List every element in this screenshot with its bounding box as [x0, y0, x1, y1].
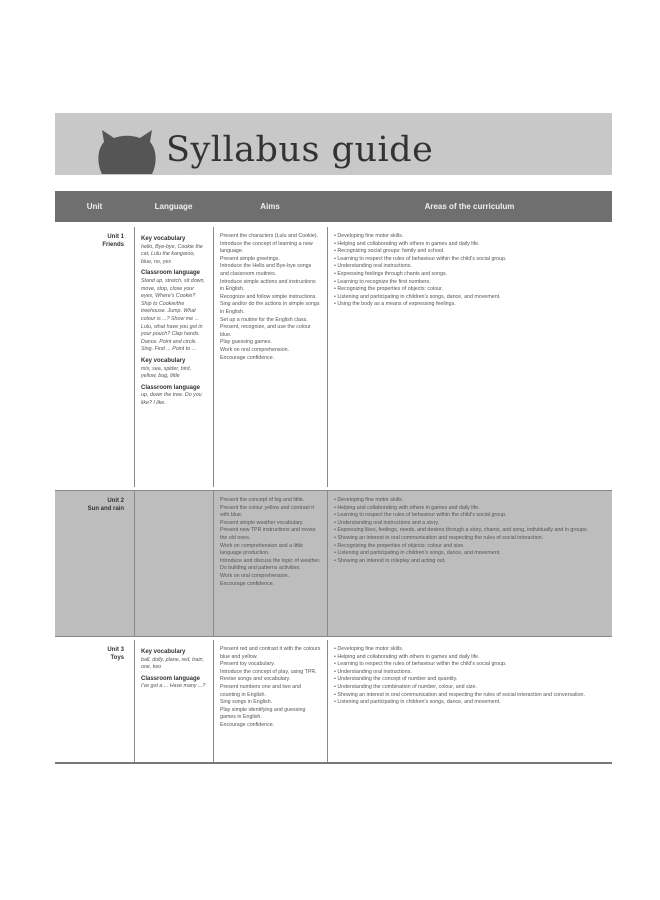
aim-item: Sing and/or do the actions in simple songs in English.: [220, 301, 320, 315]
aim-item: Work on comprehension and a little language production.: [220, 542, 303, 557]
area-item: • Understanding the combination of number, colour, and size.: [334, 684, 606, 692]
language-text: I've got a ... Have many ...?: [141, 683, 206, 690]
area-item: • Showing an interest in roleplay and acting out.: [334, 558, 606, 566]
language-cell: [134, 640, 213, 762]
area-item: • Recognizing the properties of objects: colour.: [334, 286, 606, 294]
language-cell: [134, 227, 213, 487]
aim-item: Encourage confidence.: [220, 354, 275, 361]
language-text: hello, Bye-bye, Cookie the cat, Lulu the kangaroo, blue, no, yes: [141, 243, 203, 265]
area-item: • Recognizing social groups: family and school.: [334, 248, 606, 256]
aim-item: Present simple greetings.: [220, 255, 280, 262]
unit-number: Unit 3: [107, 647, 124, 653]
unit-name: Friends: [102, 242, 124, 248]
aim-item: Introduce the concept of learning a new language.: [220, 240, 313, 255]
aim-item: Present toy vocabulary.: [220, 661, 275, 668]
unit-cell: [55, 491, 134, 636]
aim-item: Present simple weather vocabulary.: [220, 519, 304, 526]
language-text: mix, sea, spider, bird, yellow, bug, little: [141, 365, 192, 380]
areas-cell: [327, 227, 612, 487]
area-item: • Expressing feelings through chants and songs.: [334, 271, 606, 279]
aim-item: Encourage confidence.: [220, 580, 275, 587]
aim-item: Sing songs in English.: [220, 699, 273, 706]
unit-cell: [55, 640, 134, 762]
areas-cell: [327, 491, 612, 636]
area-item: • Developing fine motor skills.: [334, 646, 606, 654]
language-text: ball, dolly, plane, red, train, one, two: [141, 656, 204, 671]
language-text: up, down the tree. Do you like? I like.: [141, 392, 202, 406]
area-item: • Learning to respect the rules of behaviour within the child's social group.: [334, 512, 606, 520]
language-cell: [134, 491, 213, 636]
language-heading: Key vocabulary: [141, 236, 186, 242]
unit-number: Unit 2: [107, 498, 124, 504]
area-item: • Listening and participating in children's songs, dance, and movement.: [334, 550, 606, 558]
table-row: [55, 227, 612, 487]
area-item: • Understanding oral instructions.: [334, 263, 606, 271]
aim-item: Present the characters (Lulu and Cookie).: [220, 233, 319, 239]
aim-item: Work on oral comprehension.: [220, 346, 290, 353]
table-row: [55, 490, 612, 637]
area-item: • Showing an interest in oral communication and respecting the rules of social interaction and conversation.: [334, 692, 606, 700]
aim-item: Work on oral comprehension.: [220, 572, 290, 579]
aim-item: Introduce simple actions and instructions in English.: [220, 278, 316, 293]
aim-item: Present, recognize, and use the colour blue.: [220, 324, 311, 338]
language-heading: Classroom language: [141, 384, 201, 391]
aims-cell: [213, 227, 327, 487]
area-item: • Expressing likes, feelings, needs, and desires through a story, chants, and song, individually and in groups.: [334, 527, 606, 535]
area-item: • Learning to respect the rules of behaviour within the child's social group.: [334, 256, 606, 264]
aim-item: Set up a routine for the English class.: [220, 316, 308, 323]
header-unit: Unit: [86, 202, 103, 211]
area-item: • Helping and collaborating with others in games and daily life.: [334, 241, 606, 249]
aim-item: Present new TPR instructions and revise the old ones.: [220, 527, 316, 541]
aim-item: Encourage confidence.: [220, 721, 275, 728]
aims-cell: [213, 491, 327, 636]
area-item: • Understanding the concept of number and quantity.: [334, 676, 606, 684]
area-item: • Developing fine motor skills.: [334, 497, 606, 505]
aim-item: Introduce the concept of play, using TPR.: [220, 668, 317, 675]
area-item: • Using the body as a means of expressing feelings.: [334, 301, 606, 309]
aim-item: Present red and contrast it with the colours blue and yellow.: [220, 646, 321, 660]
language-heading: Classroom language: [141, 270, 201, 277]
header-language: Language: [154, 202, 193, 211]
unit-name: Sun and rain: [87, 506, 124, 512]
header-aims: Aims: [260, 202, 280, 211]
area-item: • Listening and participating in children's songs, dance, and movement.: [334, 294, 606, 302]
language-heading: Classroom language: [141, 675, 201, 682]
aim-item: Do building and patterns activities.: [220, 565, 301, 572]
aim-item: Present the concept of big and little.: [220, 497, 305, 503]
language-heading: Key vocabulary: [141, 649, 186, 655]
area-item: • Helping and collaborating with others in games and daily life.: [334, 654, 606, 662]
area-item: • Recognizing the properties of objects: colour and size.: [334, 543, 606, 551]
aim-item: Recognize and follow simple instructions.: [220, 293, 317, 300]
area-item: • Understanding oral instructions.: [334, 669, 606, 677]
cat-head-icon: [96, 128, 158, 176]
area-item: • Learning to recognize the first numbers.: [334, 279, 606, 287]
header-areas: Areas of the curriculum: [424, 202, 515, 211]
aim-item: Introduce the Hello and Bye-bye songs and classroom routines.: [220, 263, 312, 277]
area-item: • Helping and collaborating with others in games and daily life.: [334, 505, 606, 513]
page-title: Syllabus guide: [166, 130, 434, 170]
aim-item: Introduce and discuss the topic of weather.: [220, 557, 321, 564]
unit-name: Toys: [110, 655, 124, 661]
language-heading: Key vocabulary: [141, 357, 186, 364]
aim-item: Play guessing games.: [220, 339, 272, 346]
language-text: Stand up, stretch, sit down, move, stop, close your eyes, Where's Cookie? Ship to Cookie/the treehouse. Jump. What colour is ...? Show me ... Lulu, what have you got in your pouch? Clap hands. Dance. Point and circle. Sing. Find ... Point to ...: [141, 277, 205, 353]
aim-item: Play simple identifying and guessing games in English.: [220, 706, 306, 721]
unit-cell: [55, 227, 134, 487]
aims-cell: [213, 640, 327, 762]
unit-number: Unit 1: [107, 234, 124, 240]
area-item: • Understanding oral instructions and a story.: [334, 520, 606, 528]
table-header: [55, 191, 612, 222]
area-item: • Showing an interest in oral communication and respecting the rules of social interaction.: [334, 535, 606, 543]
aim-item: Present the colour yellow and contrast it with blue.: [220, 504, 314, 519]
area-item: • Listening and participating in children's songs, dance, and movement.: [334, 699, 606, 707]
area-item: • Developing fine motor skills.: [334, 233, 606, 241]
aim-item: Revise songs and vocabulary.: [220, 676, 291, 683]
area-item: • Learning to respect the rules of behaviour within the child's social group.: [334, 661, 606, 669]
areas-cell: [327, 640, 612, 762]
table-row: [55, 640, 612, 764]
aim-item: Present numbers one and two and counting in English.: [220, 683, 301, 698]
